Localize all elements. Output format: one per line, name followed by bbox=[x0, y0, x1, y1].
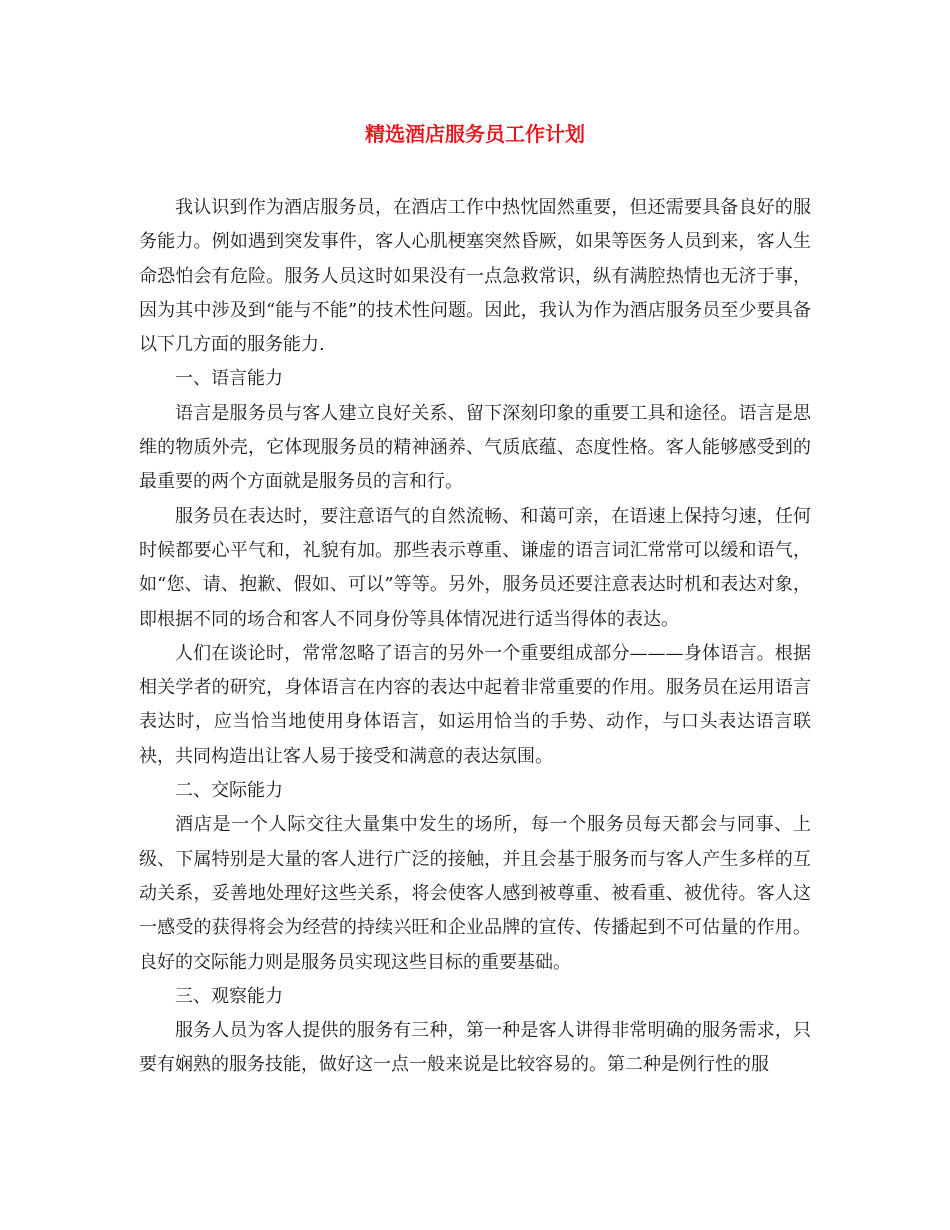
paragraph-observation: 服务人员为客人提供的服务有三种，第一种是客人讲得非常明确的服务需求，只要有娴熟的服务技能，做好这一点一般来说是比较容易的。第二种是例行性的服 bbox=[139, 1020, 811, 1076]
section-heading-observation: 三、观察能力 bbox=[175, 985, 283, 1007]
section-heading-communication: 二、交际能力 bbox=[175, 780, 283, 802]
document-body bbox=[139, 191, 811, 1083]
section-heading-language: 一、语言能力 bbox=[175, 368, 283, 390]
paragraph-language-3: 人们在谈论时，常常忽略了语言的另外一个重要组成部分———身体语言。根据相关学者的研究，身体语言在内容的表达中起着非常重要的作用。服务员在运用语言表达时，应当恰当地使用身体语言，如运用恰当的手势、动作，与口头表达语言联袂，共同构造出让客人易于接受和满意的表达氛围。 bbox=[139, 642, 811, 767]
paragraph-language-1: 语言是服务员与客人建立良好关系、留下深刻印象的重要工具和途径。语言是思维的物质外壳，它体现服务员的精神涵养、气质底蕴、态度性格。客人能够感受到的最重要的两个方面就是服务员的言和行。 bbox=[139, 402, 811, 493]
paragraph-language-2: 服务员在表达时，要注意语气的自然流畅、和蔼可亲，在语速上保持匀速，任何时候都要心平气和，礼貌有加。那些表示尊重、谦虚的语言词汇常常可以缓和语气，如“您、请、抱歉、假如、可以”等等。另外，服务员还要注意表达时机和表达对象，即根据不同的场合和客人不同身份等具体情况进行适当得体的表达。 bbox=[139, 505, 811, 630]
document-title: 精选酒店服务员工作计划 bbox=[365, 122, 585, 146]
paragraph-intro: 我认识到作为酒店服务员，在酒店工作中热忱固然重要，但还需要具备良好的服务能力。例如遇到突发事件，客人心肌梗塞突然昏厥，如果等医务人员到来，客人生命恐怕会有危险。服务人员这时如果没有一点急救常识，纵有满腔热情也无济于事，因为其中涉及到“能与不能”的技术性问题。因此，我认为作为酒店服务员至少要具备以下几方面的服务能力. bbox=[139, 197, 811, 356]
paragraph-communication: 酒店是一个人际交往大量集中发生的场所，每一个服务员每天都会与同事、上级、下属特别是大量的客人进行广泛的接触，并且会基于服务而与客人产生多样的互动关系，妥善地处理好这些关系，将会使客人感到被尊重、被看重、被优待。客人这一感受的获得将会为经营的持续兴旺和企业品牌的宣传、传播起到不可估量的作用。良好的交际能力则是服务员实现这些目标的重要基础。 bbox=[139, 814, 811, 973]
